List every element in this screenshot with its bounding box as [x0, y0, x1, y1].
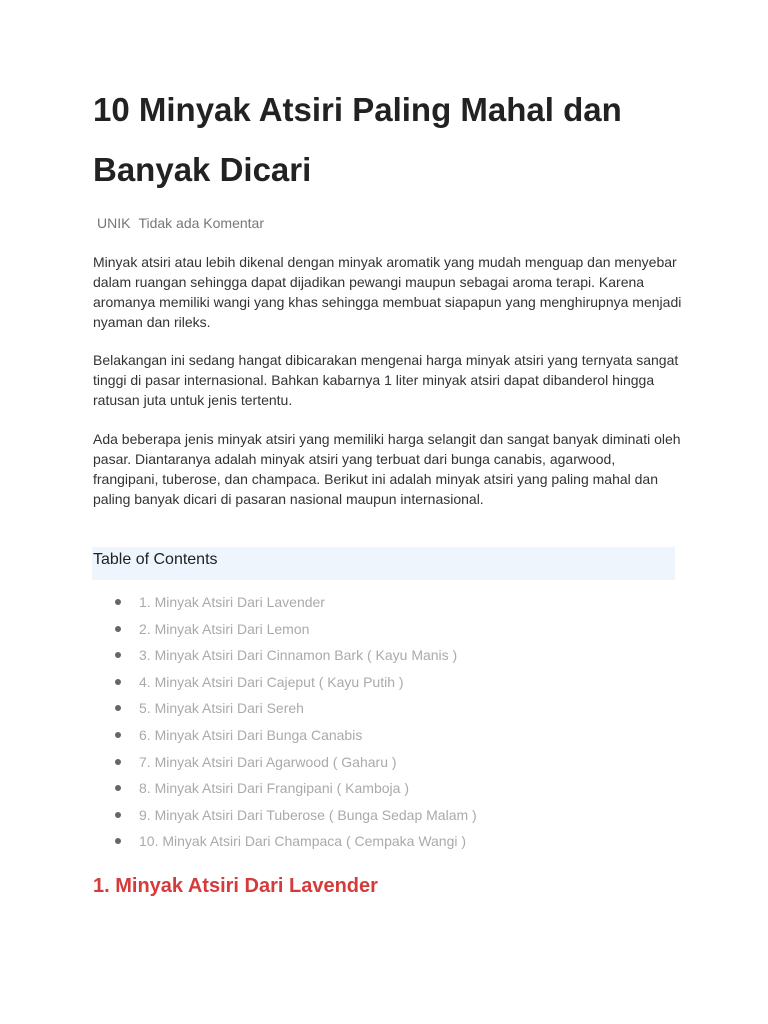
- toc-list: [115, 592, 477, 858]
- toc-link[interactable]: 8. Minyak Atsiri Dari Frangipani ( Kamboja ): [139, 780, 409, 797]
- bullet-icon: [115, 838, 121, 844]
- bullet-icon: [115, 812, 121, 818]
- toc-item: [115, 672, 477, 699]
- toc-item: [115, 725, 477, 752]
- toc-title: Table of Contents: [93, 551, 218, 568]
- bullet-icon: [115, 732, 121, 738]
- bullet-icon: [115, 759, 121, 765]
- toc-link[interactable]: 9. Minyak Atsiri Dari Tuberose ( Bunga Sedap Malam ): [139, 806, 477, 823]
- toc-item: [115, 831, 477, 858]
- toc-link[interactable]: 10. Minyak Atsiri Dari Champaca ( Cempaka Wangi ): [139, 833, 467, 850]
- bullet-icon: [115, 599, 121, 605]
- toc-item: [115, 752, 477, 779]
- article-title: 10 Minyak Atsiri Paling Mahal dan Banyak Dicari: [93, 91, 622, 188]
- toc-item: [115, 805, 477, 832]
- toc-link[interactable]: 5. Minyak Atsiri Dari Sereh: [139, 700, 304, 717]
- table-of-contents-header: [92, 547, 675, 580]
- bullet-icon: [115, 785, 121, 791]
- intro-paragraph: Minyak atsiri atau lebih dikenal dengan minyak aromatik yang mudah menguap dan menyebar dalam ruangan sehingga dapat dijadikan pewangi maupun sebagai aroma terapi. Karena aromanya memiliki wangi yang khas sehingga membuat siapapun yang menghirupnya menjadi nyaman dan rileks.: [93, 254, 682, 330]
- bullet-icon: [115, 626, 121, 632]
- bullet-icon: [115, 705, 121, 711]
- toc-link[interactable]: 4. Minyak Atsiri Dari Cajeput ( Kayu Putih ): [139, 673, 404, 690]
- price-paragraph: Belakangan ini sedang hangat dibicarakan mengenai harga minyak atsiri yang ternyata sangat tinggi di pasar internasional. Bahkan kabarnya 1 liter minyak atsiri dapat dibanderol hingga ratusan juta untuk jenis tertentu.: [93, 352, 679, 408]
- toc-link[interactable]: 1. Minyak Atsiri Dari Lavender: [139, 594, 325, 610]
- toc-item: [115, 619, 477, 646]
- toc-item: [115, 592, 477, 619]
- article-meta: [97, 213, 264, 233]
- toc-link[interactable]: 7. Minyak Atsiri Dari Agarwood ( Gaharu ): [139, 753, 397, 770]
- toc-item: [115, 698, 477, 725]
- toc-link[interactable]: 3. Minyak Atsiri Dari Cinnamon Bark ( Kayu Manis ): [139, 647, 458, 664]
- section-heading-lavender: 1. Minyak Atsiri Dari Lavender: [93, 875, 378, 897]
- category-link[interactable]: UNIK: [97, 215, 131, 231]
- bullet-icon: [115, 652, 121, 658]
- comments-link[interactable]: Tidak ada Komentar: [138, 215, 265, 231]
- toc-item: [115, 645, 477, 672]
- bullet-icon: [115, 679, 121, 685]
- toc-link[interactable]: 2. Minyak Atsiri Dari Lemon: [139, 620, 310, 637]
- toc-link[interactable]: 6. Minyak Atsiri Dari Bunga Canabis: [139, 726, 363, 743]
- toc-item: [115, 778, 477, 805]
- types-paragraph: Ada beberapa jenis minyak atsiri yang memiliki harga selangit dan sangat banyak diminati oleh pasar. Diantaranya adalah minyak atsiri yang terbuat dari bunga canabis, agarwood, frangipani, tuberose, dan champaca. Berikut ini adalah minyak atsiri yang paling mahal dan paling banyak dicari di pasaran nasional maupun internasional.: [93, 431, 681, 507]
